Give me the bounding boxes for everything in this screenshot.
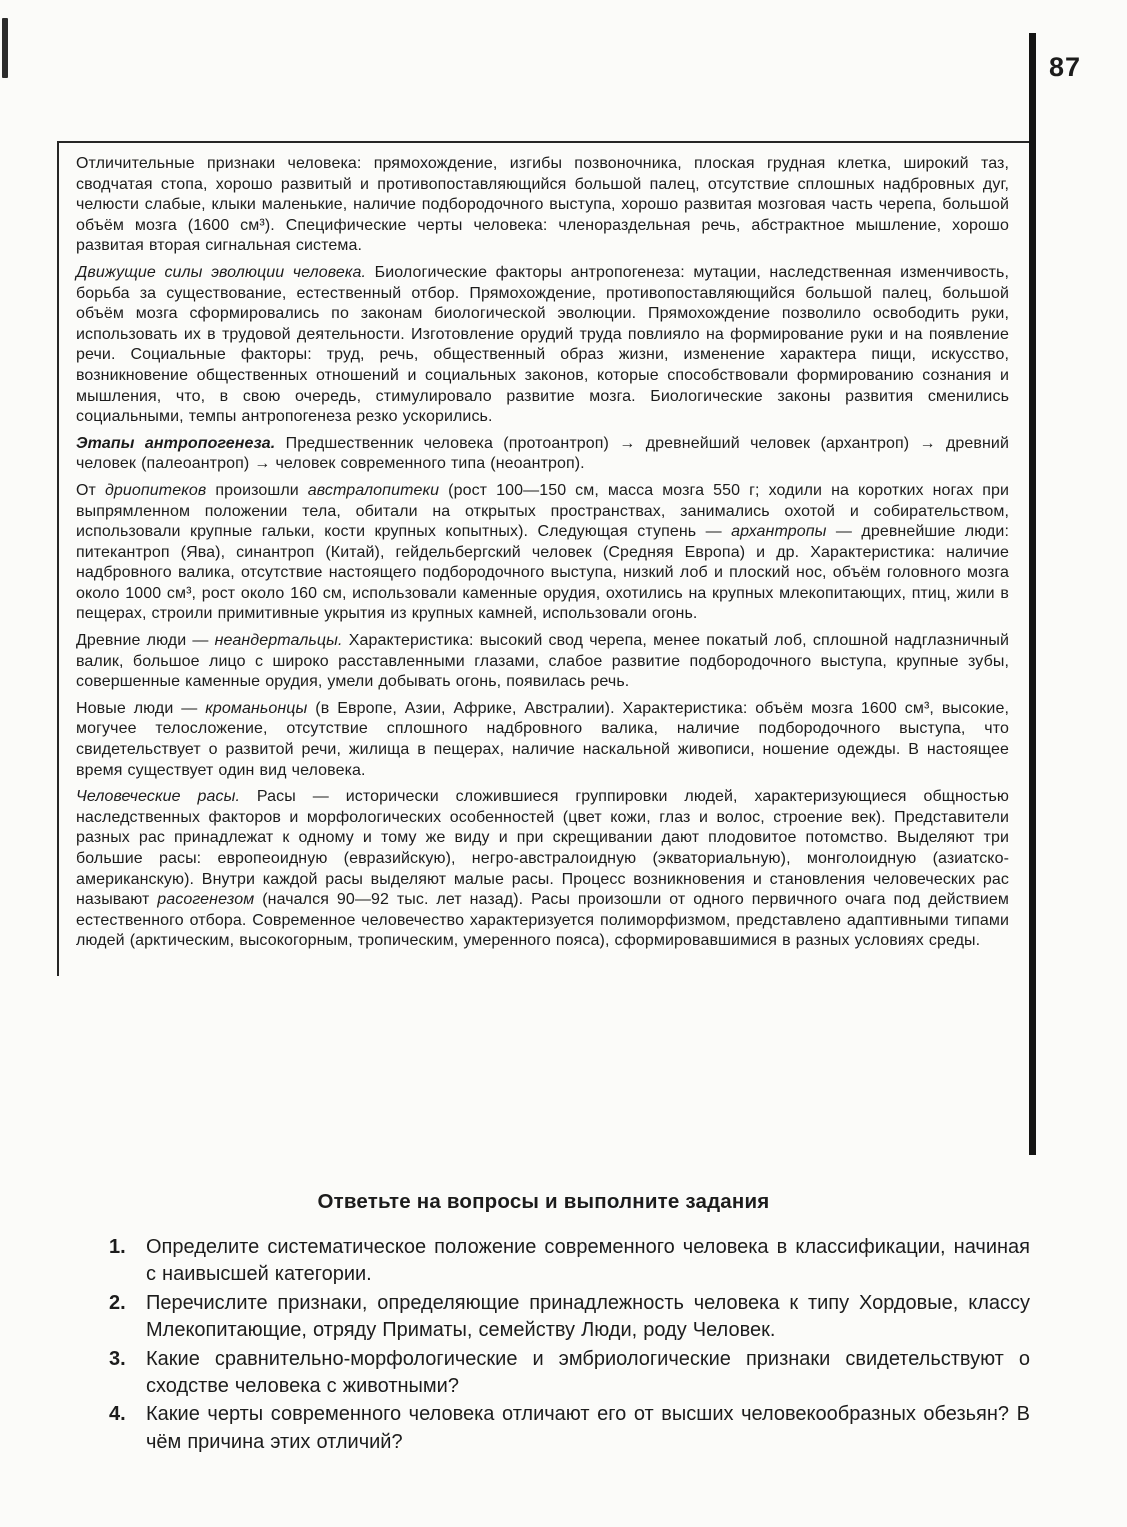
text-segment: (в Европе, Азии, Африке, Австралии). Характеристика: объём мозга 1600 см³, высокие, могучее телосложение, отсутствие сплошного надбровного валика, наличие подбородочного выступа, что свидетельствует о развитой речи, жилища в пещерах, наличие наскальной живописи, ношение одежды. В настоящее время существует один вид человека. (76, 699, 1009, 779)
summary-paragraph (76, 631, 1009, 693)
question-item (109, 1346, 1030, 1401)
text-segment: австралопитеки (307, 481, 440, 499)
questions-section (57, 1190, 1030, 1457)
page-number: 87 (1049, 52, 1082, 82)
scan-edge-artifact (2, 18, 8, 78)
text-segment: Древние люди — (76, 632, 215, 650)
summary-paragraph (76, 699, 1009, 781)
text-segment: дриопитеков (104, 481, 207, 499)
question-text: Какие черты современного человека отличают его от высших человекообразных обезьян? В чём причина этих отличий? (146, 1403, 1030, 1453)
text-segment: (рост 100—150 см, масса мозга 550 г; ходили на коротких ногах при выпрямленном положении тела, обитали на открытых пространствах, занимались охотой и собирательством, использовали крупные гальки, кости крупных копытных). Следующая ступень — (76, 481, 1009, 541)
question-number: 3. (109, 1347, 126, 1370)
text-segment: архантропы (731, 523, 827, 541)
question-number: 1. (109, 1236, 126, 1258)
summary-paragraph (76, 154, 1009, 257)
question-item (109, 1234, 1030, 1289)
text-segment: От (76, 481, 105, 499)
summary-paragraph (76, 481, 1009, 625)
text-segment: Характеристика: высокий свод черепа, менее покатый лоб, сплошной надглазничный валик, большое лицо с широко расставленными глазами, слабое развитие подбородочного выступа, крупные зубы, совершенные каменные орудия, умели добывать огонь, появилась речь. (76, 632, 1009, 691)
summary-paragraph (76, 434, 1009, 475)
questions-heading: Ответьте на вопросы и выполните задания (317, 1190, 770, 1213)
text-segment: (начался 90—92 тыс. лет назад). Расы произошли от одного первичного очага под действием естественного отбора. Современное человечество характеризуется полиморфизмом, представлено адаптивными типами людей (арктическим, высокогорным, тропическим, умеренного пояса), сформировавшимися в разных условиях среды. (76, 891, 1009, 950)
text-segment: произошли (206, 481, 308, 499)
question-item (109, 1401, 1030, 1456)
question-number: 2. (109, 1291, 126, 1314)
text-segment: Расы — исторически сложившиеся группировки людей, характеризующиеся общностью наследственных факторов и морфологических особенностей (цвет кожи, глаз и волос, строение век). Представители разных рас принадлежат к одному и тому же виду и при скрещивании дают плодовитое потомство. Выделяют три большие расы: европеоидную (евразийскую), негро-австралоидную (экваториальную), монголоидную (азиатско-американскую). Внутри каждой расы выделяют малые расы. Процесс возникновения и становления человеческих рас называют (76, 788, 1009, 909)
text-segment: Движущие силы эволюции человека. (76, 263, 367, 281)
question-text: Определите систематическое положение современного человека в классификации, начиная с наивысшей категории. (146, 1236, 1030, 1286)
question-item (109, 1290, 1030, 1345)
text-segment: Человеческие расы. (76, 788, 241, 806)
summary-paragraph (76, 263, 1009, 428)
text-segment: кроманьонцы (205, 699, 308, 717)
question-text: Какие сравнительно-морфологические и эмбриологические признаки свидетельствуют о сходстве человека с животными? (146, 1347, 1030, 1398)
text-segment: расогенезом (157, 891, 255, 909)
text-segment: Биологические факторы антропогенеза: мутации, наследственная изменчивость, борьба за существование, естественный отбор. Прямохождение, противопоставляющийся большой палец, большой объём мозга сформировались по законам биологической эволюции. Прямохождение позволило освободить руки, использовать их в трудовой деятельности. Изготовление орудий труда повлияло на формирование руки и на появление речи. Социальные факторы: труд, речь, общественный образ жизни, изменение характера пищи, искусство, возникновение общественных отношений и социальных законов, которые способствовали формированию сознания и мышления, что, в свою очередь, стимулировало развитие мозга. Биологические законы развития сменились социальными, темпы антропогенеза резко ускорились. (76, 263, 1009, 426)
section-edge-bar (1029, 33, 1036, 1155)
text-segment: Предшественник человека (протоантроп) → древнейший человек (архантроп) → древний человек (палеоантроп) → человек современного типа (неоантроп). (76, 434, 1010, 473)
chapter-summary-box (57, 141, 1029, 976)
text-segment: Отличительные признаки человека: прямохождение, изгибы позвоночника, плоская грудная клетка, широкий таз, сводчатая стопа, хорошо развитый и противопоставляющийся большой палец, отсутствие сплошных надбровных дуг, челюсти слабые, клыки маленькие, наличие подбородочного выступа, хорошо развитая мозговая часть черепа, большой объём мозга (1600 см³). Специфические черты человека: членораздельная речь, абстрактное мышление, хорошо развитая вторая сигнальная система. (76, 155, 1009, 255)
question-number: 4. (109, 1403, 126, 1426)
question-text: Перечислите признаки, определяющие принадлежность человека к типу Хордовые, классу Млекопитающие, отряду Приматы, семейству Люди, роду Человек. (146, 1291, 1030, 1342)
questions-list (109, 1234, 1030, 1456)
summary-paragraphs (76, 154, 1009, 952)
summary-paragraph (76, 787, 1009, 952)
text-segment: Новые люди — (76, 699, 206, 717)
text-segment: неандертальцы. (214, 632, 343, 650)
text-segment: Этапы антропогенеза. (76, 434, 276, 452)
text-segment: — древнейшие люди: питекантроп (Ява), синантроп (Китай), гейдельбергский человек (Средняя Европа) и др. Характеристика: наличие надбровного валика, отсутствие настоящего подбородочного выступа, низкий лоб и плоский нос, объём головного мозга около 1000 см³, рост около 160 см, использовали каменные орудия, охотились на крупных млекопитающих, птиц, жили в пещерах, строили примитивные укрытия из крупных камней, использовали огонь. (76, 523, 1009, 623)
